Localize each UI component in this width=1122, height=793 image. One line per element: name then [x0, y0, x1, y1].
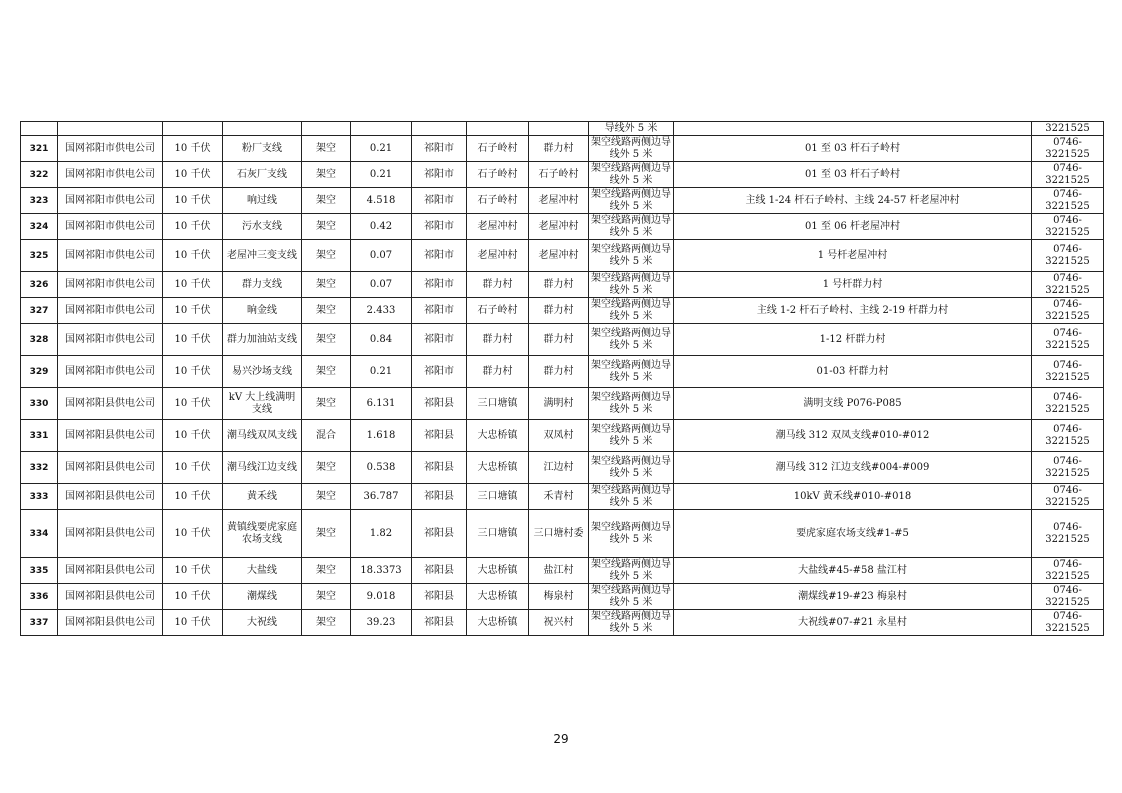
line-type-cell: 架空 — [302, 298, 351, 324]
phone-cell: 0746-3221525 — [1032, 484, 1104, 510]
voltage-cell: 10 千伏 — [163, 298, 223, 324]
village-cell: 满明村 — [529, 388, 589, 420]
line-type-cell: 架空 — [302, 356, 351, 388]
table-row — [21, 510, 1104, 558]
county-cell: 祁阳县 — [412, 510, 467, 558]
line-type-cell: 架空 — [302, 240, 351, 272]
work-range-cell: 架空线路两侧边导线外 5 米 — [589, 136, 674, 162]
table-row — [21, 298, 1104, 324]
company-cell: 国网祁阳县供电公司 — [58, 484, 163, 510]
work-range-cell: 架空线路两侧边导线外 5 米 — [589, 452, 674, 484]
phone-cell: 0746-3221525 — [1032, 584, 1104, 610]
village-cell: 群力村 — [529, 298, 589, 324]
town-cell: 石子岭村 — [467, 298, 529, 324]
village-cell: 群力村 — [529, 136, 589, 162]
village-cell: 盐江村 — [529, 558, 589, 584]
line-type-cell: 架空 — [302, 162, 351, 188]
phone-cell: 0746-3221525 — [1032, 420, 1104, 452]
town-cell: 群力村 — [467, 356, 529, 388]
line-name-cell: 黄禾线 — [223, 484, 302, 510]
town-cell: 石子岭村 — [467, 136, 529, 162]
section-range-cell: 01 至 06 杆老屋冲村 — [674, 214, 1032, 240]
voltage-cell: 10 千伏 — [163, 272, 223, 298]
company-cell: 国网祁阳市供电公司 — [58, 356, 163, 388]
village-cell: 梅泉村 — [529, 584, 589, 610]
village-cell: 老屋冲村 — [529, 214, 589, 240]
voltage-cell: 10 千伏 — [163, 356, 223, 388]
row-number-cell: 328 — [21, 324, 58, 356]
line-name-cell: 群力支线 — [223, 272, 302, 298]
length-cell: 18.3373 — [351, 558, 412, 584]
line-type-cell: 架空 — [302, 324, 351, 356]
line-name-cell: kV 大上线满明支线 — [223, 388, 302, 420]
line-name-cell: 潮马线江边支线 — [223, 452, 302, 484]
phone-cell: 0746-3221525 — [1032, 162, 1104, 188]
county-cell: 祁阳县 — [412, 484, 467, 510]
company-cell: 国网祁阳县供电公司 — [58, 610, 163, 636]
phone-cell: 0746-3221525 — [1032, 356, 1104, 388]
town-cell: 老屋冲村 — [467, 240, 529, 272]
company-cell: 国网祁阳县供电公司 — [58, 510, 163, 558]
work-range-cell: 架空线路两侧边导线外 5 米 — [589, 388, 674, 420]
phone-cell: 0746-3221525 — [1032, 298, 1104, 324]
county-cell: 祁阳市 — [412, 188, 467, 214]
table-row — [21, 484, 1104, 510]
line-name-cell: 黄镇线要虎家庭农场支线 — [223, 510, 302, 558]
line-name-cell: 响过线 — [223, 188, 302, 214]
phone-cell: 0746-3221525 — [1032, 388, 1104, 420]
phone-cell: 0746-3221525 — [1032, 188, 1104, 214]
table-row — [21, 136, 1104, 162]
county-cell: 祁阳市 — [412, 240, 467, 272]
voltage-cell: 10 千伏 — [163, 214, 223, 240]
phone-cell: 0746-3221525 — [1032, 272, 1104, 298]
table-row — [21, 214, 1104, 240]
town-cell: 石子岭村 — [467, 188, 529, 214]
line-type-cell: 架空 — [302, 136, 351, 162]
voltage-cell: 10 千伏 — [163, 452, 223, 484]
county-cell: 祁阳市 — [412, 298, 467, 324]
town-cell: 石子岭村 — [467, 162, 529, 188]
line-type-cell: 架空 — [302, 510, 351, 558]
voltage-cell: 10 千伏 — [163, 324, 223, 356]
voltage-cell: 10 千伏 — [163, 610, 223, 636]
length-cell: 0.07 — [351, 240, 412, 272]
row-number-cell: 325 — [21, 240, 58, 272]
town-cell: 三口塘镇 — [467, 388, 529, 420]
table-row — [21, 272, 1104, 298]
section-range-cell: 要虎家庭农场支线#1-#5 — [674, 510, 1032, 558]
work-range-cell: 架空线路两侧边导线外 5 米 — [589, 240, 674, 272]
line-name-cell: 潮马线双凤支线 — [223, 420, 302, 452]
village-cell: 祝兴村 — [529, 610, 589, 636]
power-line-table — [20, 121, 1104, 636]
town-cell: 三口塘镇 — [467, 510, 529, 558]
work-range-cell: 架空线路两侧边导线外 5 米 — [589, 214, 674, 240]
line-type-cell: 架空 — [302, 452, 351, 484]
row-number-cell: 331 — [21, 420, 58, 452]
work-range-cell: 架空线路两侧边导线外 5 米 — [589, 420, 674, 452]
table-row — [21, 388, 1104, 420]
company-cell: 国网祁阳市供电公司 — [58, 214, 163, 240]
company-cell: 国网祁阳县供电公司 — [58, 452, 163, 484]
company-cell: 国网祁阳市供电公司 — [58, 136, 163, 162]
length-cell: 39.23 — [351, 610, 412, 636]
county-cell: 祁阳市 — [412, 136, 467, 162]
work-range-cell: 架空线路两侧边导线外 5 米 — [589, 324, 674, 356]
line-type-cell: 架空 — [302, 214, 351, 240]
length-cell: 0.21 — [351, 356, 412, 388]
line-name-cell: 粉厂支线 — [223, 136, 302, 162]
county-cell: 祁阳市 — [412, 324, 467, 356]
county-cell: 祁阳市 — [412, 356, 467, 388]
section-range-cell: 潮马线 312 江边支线#004-#009 — [674, 452, 1032, 484]
line-type-cell: 架空 — [302, 188, 351, 214]
length-cell: 6.131 — [351, 388, 412, 420]
town-cell: 大忠桥镇 — [467, 610, 529, 636]
row-number-cell: 330 — [21, 388, 58, 420]
line-name-cell: 晌金线 — [223, 298, 302, 324]
voltage-cell: 10 千伏 — [163, 388, 223, 420]
company-cell: 国网祁阳市供电公司 — [58, 162, 163, 188]
table-row — [21, 584, 1104, 610]
table-row — [21, 240, 1104, 272]
line-type-cell: 架空 — [302, 584, 351, 610]
county-cell: 祁阳县 — [412, 452, 467, 484]
town-cell: 大忠桥镇 — [467, 584, 529, 610]
phone-cell: 0746-3221525 — [1032, 510, 1104, 558]
line-name-cell: 污水支线 — [223, 214, 302, 240]
line-type-cell: 架空 — [302, 272, 351, 298]
table-row — [21, 188, 1104, 214]
phone-cell: 0746-3221525 — [1032, 452, 1104, 484]
company-cell: 国网祁阳县供电公司 — [58, 420, 163, 452]
company-cell: 国网祁阳县供电公司 — [58, 388, 163, 420]
county-cell: 祁阳县 — [412, 610, 467, 636]
voltage-cell: 10 千伏 — [163, 510, 223, 558]
line-type-cell: 架空 — [302, 388, 351, 420]
village-cell: 群力村 — [529, 356, 589, 388]
phone-cell: 0746-3221525 — [1032, 558, 1104, 584]
voltage-cell: 10 千伏 — [163, 484, 223, 510]
voltage-cell: 10 千伏 — [163, 162, 223, 188]
company-cell: 国网祁阳市供电公司 — [58, 298, 163, 324]
town-cell: 群力村 — [467, 272, 529, 298]
length-cell: 0.42 — [351, 214, 412, 240]
village-cell: 双凤村 — [529, 420, 589, 452]
row-number-cell: 326 — [21, 272, 58, 298]
phone-cell: 3221525 — [1032, 122, 1104, 136]
voltage-cell: 10 千伏 — [163, 136, 223, 162]
phone-cell: 0746-3221525 — [1032, 214, 1104, 240]
town-cell: 群力村 — [467, 324, 529, 356]
voltage-cell: 10 千伏 — [163, 420, 223, 452]
town-cell: 大忠桥镇 — [467, 420, 529, 452]
section-range-cell: 01 至 03 杆石子岭村 — [674, 162, 1032, 188]
work-range-cell: 架空线路两侧边导线外 5 米 — [589, 188, 674, 214]
town-cell: 大忠桥镇 — [467, 558, 529, 584]
section-range-cell: 大盐线#45-#58 盐江村 — [674, 558, 1032, 584]
row-number-cell: 334 — [21, 510, 58, 558]
village-cell: 老屋冲村 — [529, 240, 589, 272]
village-cell: 群力村 — [529, 324, 589, 356]
length-cell: 0.538 — [351, 452, 412, 484]
row-number-cell: 335 — [21, 558, 58, 584]
row-number-cell: 332 — [21, 452, 58, 484]
table-row — [21, 452, 1104, 484]
work-range-cell: 导线外 5 米 — [589, 122, 674, 136]
line-type-cell: 混合 — [302, 420, 351, 452]
line-name-cell: 石灰厂支线 — [223, 162, 302, 188]
company-cell: 国网祁阳县供电公司 — [58, 584, 163, 610]
table-row — [21, 356, 1104, 388]
length-cell: 4.518 — [351, 188, 412, 214]
work-range-cell: 架空线路两侧边导线外 5 米 — [589, 272, 674, 298]
row-number-cell: 337 — [21, 610, 58, 636]
voltage-cell: 10 千伏 — [163, 584, 223, 610]
line-name-cell: 老屋冲三变支线 — [223, 240, 302, 272]
length-cell: 0.21 — [351, 136, 412, 162]
line-name-cell: 潮煤线 — [223, 584, 302, 610]
row-number-cell: 333 — [21, 484, 58, 510]
county-cell: 祁阳县 — [412, 558, 467, 584]
section-range-cell: 10kV 黄禾线#010-#018 — [674, 484, 1032, 510]
row-number-cell: 323 — [21, 188, 58, 214]
length-cell: 9.018 — [351, 584, 412, 610]
section-range-cell: 主线 1-2 杆石子岭村、主线 2-19 杆群力村 — [674, 298, 1032, 324]
phone-cell: 0746-3221525 — [1032, 136, 1104, 162]
county-cell: 祁阳县 — [412, 388, 467, 420]
work-range-cell: 架空线路两侧边导线外 5 米 — [589, 484, 674, 510]
work-range-cell: 架空线路两侧边导线外 5 米 — [589, 558, 674, 584]
length-cell: 1.82 — [351, 510, 412, 558]
company-cell: 国网祁阳市供电公司 — [58, 272, 163, 298]
company-cell: 国网祁阳市供电公司 — [58, 240, 163, 272]
line-name-cell: 大祝线 — [223, 610, 302, 636]
section-range-cell: 1 号杆老屋冲村 — [674, 240, 1032, 272]
county-cell: 祁阳县 — [412, 420, 467, 452]
line-type-cell: 架空 — [302, 484, 351, 510]
work-range-cell: 架空线路两侧边导线外 5 米 — [589, 584, 674, 610]
town-cell: 老屋冲村 — [467, 214, 529, 240]
table-row — [21, 162, 1104, 188]
county-cell: 祁阳县 — [412, 584, 467, 610]
section-range-cell: 1-12 杆群力村 — [674, 324, 1032, 356]
company-cell: 国网祁阳市供电公司 — [58, 188, 163, 214]
section-range-cell: 大祝线#07-#21 永星村 — [674, 610, 1032, 636]
line-name-cell: 大盐线 — [223, 558, 302, 584]
village-cell: 三口塘村委 — [529, 510, 589, 558]
table-row-continuation — [21, 122, 1104, 136]
table-row — [21, 420, 1104, 452]
length-cell: 0.21 — [351, 162, 412, 188]
work-range-cell: 架空线路两侧边导线外 5 米 — [589, 162, 674, 188]
voltage-cell: 10 千伏 — [163, 188, 223, 214]
section-range-cell: 1 号杆群力村 — [674, 272, 1032, 298]
row-number-cell: 321 — [21, 136, 58, 162]
length-cell: 36.787 — [351, 484, 412, 510]
line-type-cell: 架空 — [302, 558, 351, 584]
section-range-cell: 01-03 杆群力村 — [674, 356, 1032, 388]
company-cell: 国网祁阳市供电公司 — [58, 324, 163, 356]
section-range-cell: 主线 1-24 杆石子岭村、主线 24-57 杆老屋冲村 — [674, 188, 1032, 214]
length-cell: 1.618 — [351, 420, 412, 452]
line-name-cell: 群力加油站支线 — [223, 324, 302, 356]
village-cell: 江边村 — [529, 452, 589, 484]
table-row — [21, 610, 1104, 636]
village-cell: 石子岭村 — [529, 162, 589, 188]
work-range-cell: 架空线路两侧边导线外 5 米 — [589, 610, 674, 636]
voltage-cell: 10 千伏 — [163, 240, 223, 272]
line-name-cell: 易兴沙场支线 — [223, 356, 302, 388]
row-number-cell: 324 — [21, 214, 58, 240]
work-range-cell: 架空线路两侧边导线外 5 米 — [589, 356, 674, 388]
row-number-cell: 336 — [21, 584, 58, 610]
work-range-cell: 架空线路两侧边导线外 5 米 — [589, 298, 674, 324]
section-range-cell: 潮煤线#19-#23 梅泉村 — [674, 584, 1032, 610]
length-cell: 0.07 — [351, 272, 412, 298]
section-range-cell: 01 至 03 杆石子岭村 — [674, 136, 1032, 162]
town-cell: 三口塘镇 — [467, 484, 529, 510]
town-cell: 大忠桥镇 — [467, 452, 529, 484]
work-range-cell: 架空线路两侧边导线外 5 米 — [589, 510, 674, 558]
row-number-cell: 322 — [21, 162, 58, 188]
village-cell: 老屋冲村 — [529, 188, 589, 214]
line-type-cell: 架空 — [302, 610, 351, 636]
table-row — [21, 324, 1104, 356]
row-number-cell: 327 — [21, 298, 58, 324]
phone-cell: 0746-3221525 — [1032, 324, 1104, 356]
page-number: 29 — [553, 732, 569, 746]
village-cell: 群力村 — [529, 272, 589, 298]
village-cell: 禾青村 — [529, 484, 589, 510]
section-range-cell: 潮马线 312 双凤支线#010-#012 — [674, 420, 1032, 452]
section-range-cell: 满明支线 P076-P085 — [674, 388, 1032, 420]
county-cell: 祁阳市 — [412, 214, 467, 240]
company-cell: 国网祁阳县供电公司 — [58, 558, 163, 584]
voltage-cell: 10 千伏 — [163, 558, 223, 584]
county-cell: 祁阳市 — [412, 272, 467, 298]
row-number-cell: 329 — [21, 356, 58, 388]
phone-cell: 0746-3221525 — [1032, 240, 1104, 272]
county-cell: 祁阳市 — [412, 162, 467, 188]
table-row — [21, 558, 1104, 584]
phone-cell: 0746-3221525 — [1032, 610, 1104, 636]
length-cell: 0.84 — [351, 324, 412, 356]
length-cell: 2.433 — [351, 298, 412, 324]
